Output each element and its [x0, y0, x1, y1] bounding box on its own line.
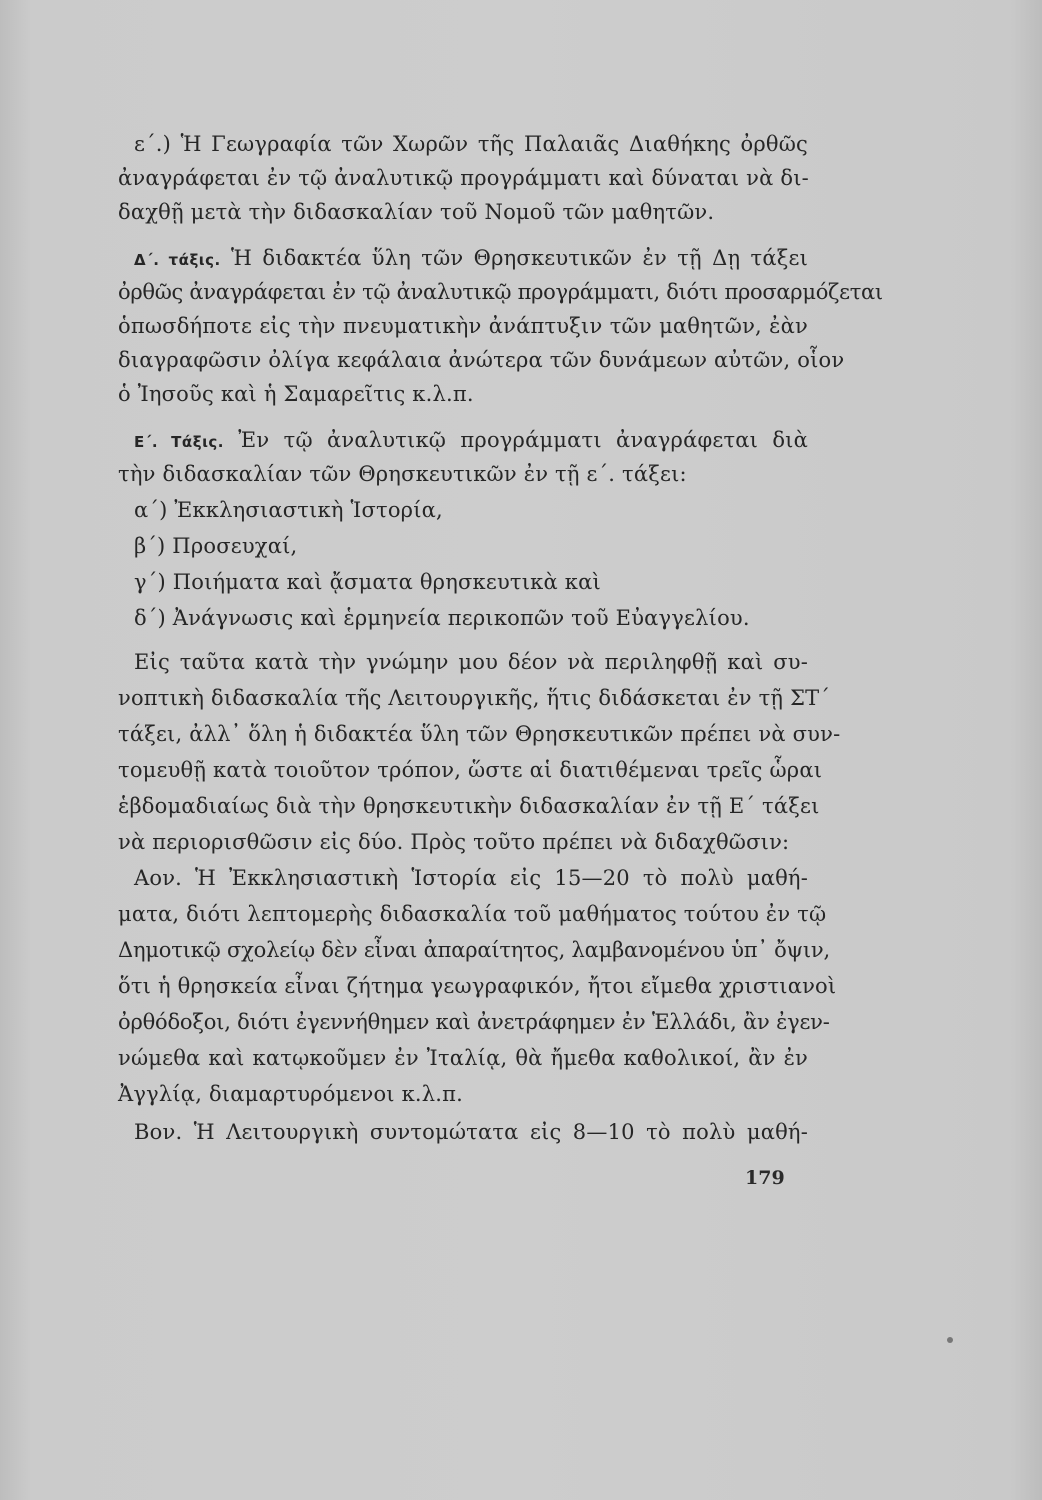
text-line: ἑβδομαδιαίως διὰ τὴν θρησκευτικὴν διδασκαλίαν ἐν τῇ Ε΄ τάξει: [118, 794, 820, 818]
text-line: Εἰς ταῦτα κατὰ τὴν γνώμην μου δέον νὰ περιληφθῇ καὶ συ-: [134, 650, 808, 674]
list-item: γ΄) Ποιήματα καὶ ᾄσματα θρησκευτικὰ καὶ: [134, 570, 601, 594]
text-line: ὁπωσδήποτε εἰς τὴν πνευματικὴν ἀνάπτυξιν τῶν μαθητῶν, ἐὰν: [118, 314, 808, 338]
text-line: Αον. Ἡ Ἐκκλησιαστικὴ Ἱστορία εἰς 15—20 τὸ πολὺ μαθή-: [134, 866, 808, 890]
section-d-line: [118, 241, 808, 275]
text-line: ε΄.) Ἡ Γεωγραφία τῶν Χωρῶν τῆς Παλαιᾶς Διαθήκης ὀρθῶς: [134, 132, 808, 156]
text-line: Ἀγγλίᾳ, διαμαρτυρόμενοι κ.λ.π.: [118, 1082, 464, 1106]
page-number: 179: [745, 1167, 785, 1189]
text-span: Ἐν τῷ ἀναλυτικῷ προγράμματι ἀναγράφεται διὰ: [224, 428, 809, 452]
text-line: τάξει, ἀλλ᾽ ὅλη ἡ διδακτέα ὕλη τῶν Θρησκευτικῶν πρέπει νὰ συν-: [118, 722, 841, 746]
text-line: δαχθῇ μετὰ τὴν διδασκαλίαν τοῦ Νομοῦ τῶν μαθητῶν.: [118, 200, 715, 224]
text-line: ματα, διότι λεπτομερὴς διδασκαλία τοῦ μαθήματος τούτου ἐν τῷ: [118, 902, 827, 926]
ink-speck: [947, 1337, 953, 1343]
section-d-heading: Δ΄. τάξις.: [134, 251, 221, 269]
text-line: Βον. Ἡ Λειτουργικὴ συντομώτατα εἰς 8—10 τὸ πολὺ μαθή-: [134, 1120, 808, 1144]
text-line: διαγραφῶσιν ὀλίγα κεφάλαια ἀνώτερα τῶν δυνάμεων αὐτῶν, οἷον: [118, 348, 845, 372]
section-e-line: [118, 423, 808, 457]
text-line: ὀρθόδοξοι, διότι ἐγεννήθημεν καὶ ἀνετράφημεν ἐν Ἑλλάδι, ἂν ἐγεν-: [118, 1010, 830, 1034]
text-line: νώμεθα καὶ κατῳκοῦμεν ἐν Ἰταλίᾳ, θὰ ἤμεθα καθολικοί, ἂν ἐν: [118, 1046, 808, 1070]
text-span: Ἡ διδακτέα ὕλη τῶν Θρησκευτικῶν ἐν τῇ Δῃ τάξει: [220, 246, 809, 270]
text-line: νὰ περιορισθῶσιν εἰς δύο. Πρὸς τοῦτο πρέπει νὰ διδαχθῶσιν:: [118, 830, 790, 854]
list-item: δ΄) Ἀνάγνωσις καὶ ἑρμηνεία περικοπῶν τοῦ Εὐαγγελίου.: [134, 606, 750, 630]
text-line: ὀρθῶς ἀναγράφεται ἐν τῷ ἀναλυτικῷ προγράμματι, διότι προσαρμόζεται: [118, 280, 883, 304]
text-line: τομευθῇ κατὰ τοιοῦτον τρόπον, ὥστε αἱ διατιθέμεναι τρεῖς ὧραι: [118, 758, 823, 782]
text-line: ὁ Ἰησοῦς καὶ ἡ Σαμαρεῖτις κ.λ.π.: [118, 382, 474, 406]
list-item: α΄) Ἐκκλησιαστικὴ Ἱστορία,: [134, 498, 443, 522]
text-line: ἀναγράφεται ἐν τῷ ἀναλυτικῷ προγράμματι καὶ δύναται νὰ δι-: [118, 166, 809, 190]
section-e-heading: Ε΄. Τάξις.: [134, 433, 225, 451]
text-line: ὅτι ἡ θρησκεία εἶναι ζήτημα γεωγραφικόν, ἤτοι εἴμεθα χριστιανοὶ: [118, 974, 837, 998]
text-line: Δημοτικῷ σχολείῳ δὲν εἶναι ἀπαραίτητος, λαμβανομένου ὑπ᾽ ὄψιν,: [118, 938, 830, 962]
text-line: τὴν διδασκαλίαν τῶν Θρησκευτικῶν ἐν τῇ ε΄. τάξει:: [118, 462, 687, 486]
text-line: νοπτικὴ διδασκαλία τῆς Λειτουργικῆς, ἥτις διδάσκεται ἐν τῇ ΣΤ΄: [118, 686, 831, 710]
list-item: β΄) Προσευχαί,: [134, 534, 298, 558]
